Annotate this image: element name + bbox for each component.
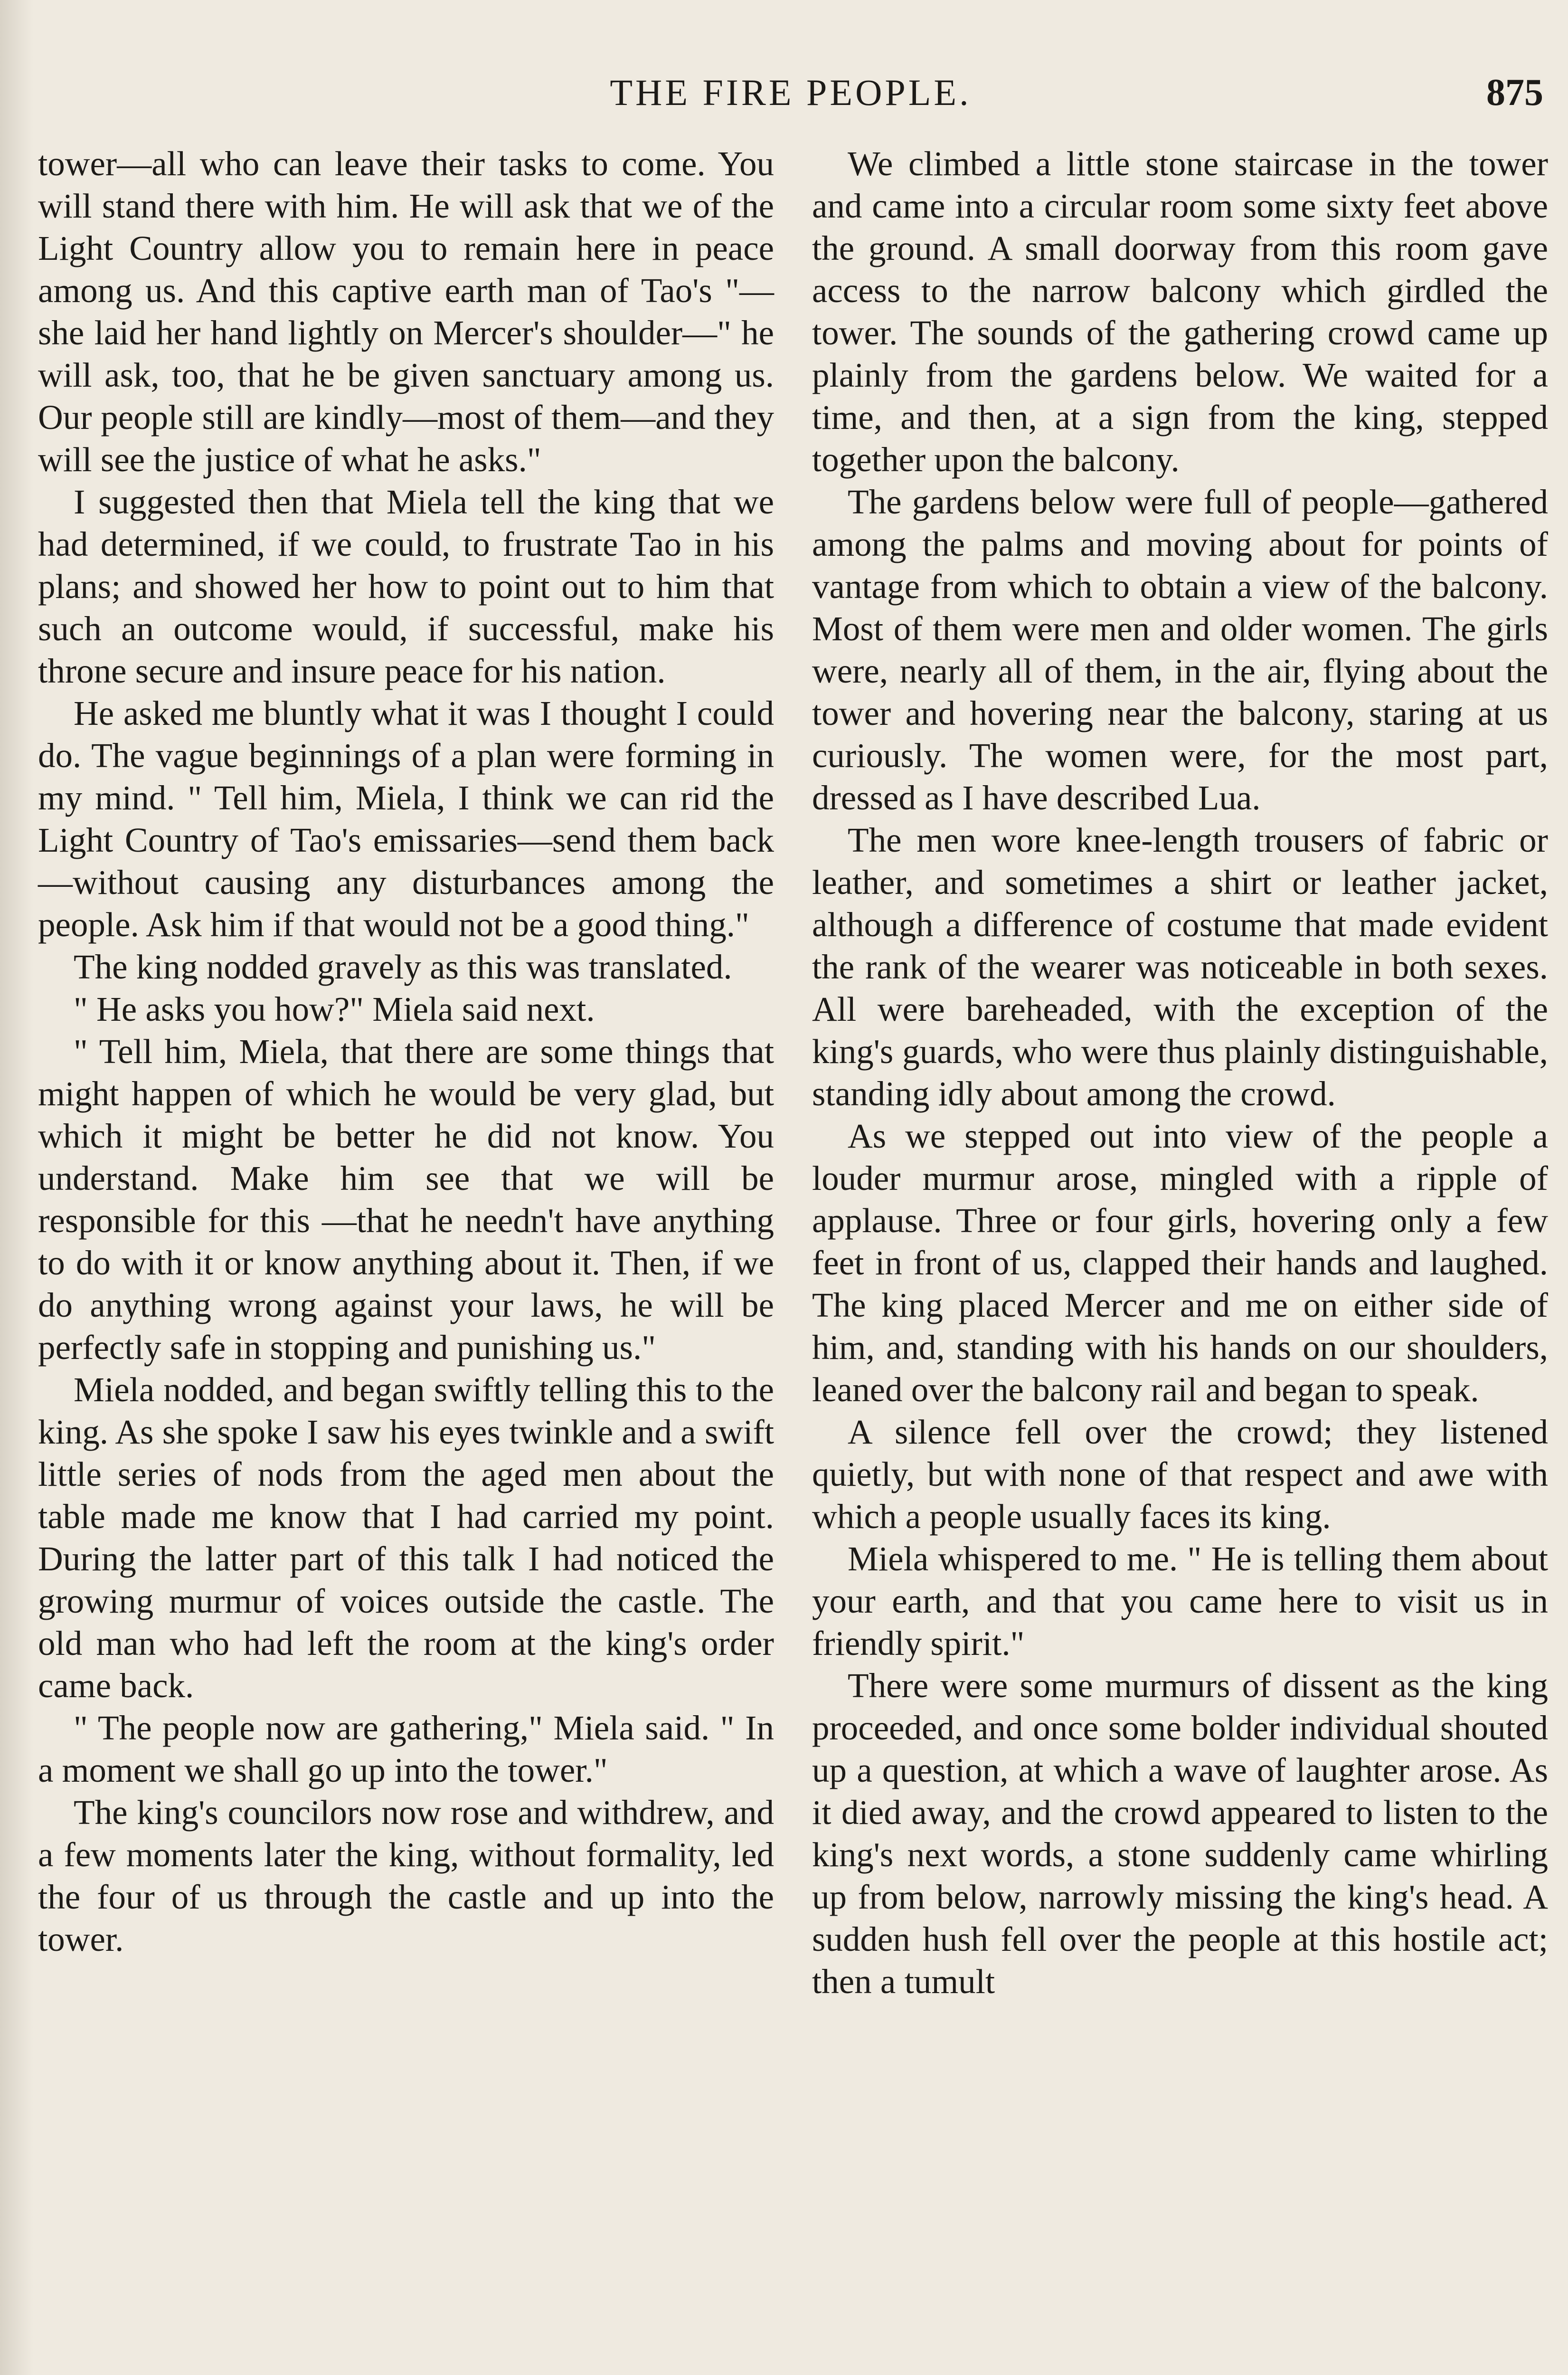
paragraph: tower—all who can leave their tasks to come. You will stand there with him. He will ask that we of the Light Country allow you to remain here in peace among us. And this captive earth man of Tao's "—she laid her hand lightly on Mercer's shoulder—" he will ask, too, that he be given sanctuary among us. Our people still are kindly—most of them—and they will see the justice of what he asks." bbox=[38, 144, 774, 479]
paragraph: He asked me bluntly what it was I thought I could do. The vague beginnings of a plan were forming in my mind. " Tell him, Miela, I think we can rid the Light Country of Tao's emissaries—send them back—without causing any disturbances among the people. Ask him if that would not be a good thing." bbox=[38, 694, 774, 944]
paragraph: A silence fell over the crowd; they listened quietly, but with none of that respect and awe with which a people usually faces its king. bbox=[812, 1413, 1548, 1536]
gutter-shadow bbox=[0, 0, 33, 2375]
paragraph: I suggested then that Miela tell the king that we had determined, if we could, to frustrate Tao in his plans; and showed her how to point out to him that such an outcome would, if successful, make his throne secure and insure peace for his nation. bbox=[38, 483, 774, 690]
paragraph: There were some murmurs of dissent as the king proceeded, and once some bolder individual shouted up a question, at which a wave of laughter arose. As it died away, and the crowd appeared to listen to the king's next words, a stone suddenly came whirling up from below, narrowly missing the king's head. A sudden hush fell over the people at this hostile act; then a tumult bbox=[812, 1666, 1548, 2001]
paragraph: The king's councilors now rose and withdrew, and a few moments later the king, without formality, led the four of us through the castle and up into the tower. bbox=[38, 1793, 774, 1958]
paragraph: The king nodded gravely as this was translated. bbox=[74, 948, 732, 986]
paragraph: " The people now are gathering," Miela said. " In a moment we shall go up into the tower." bbox=[38, 1709, 774, 1789]
paragraph: The men wore knee-length trousers of fabric or leather, and sometimes a shirt or leather jacket, although a difference of costume that made evident the rank of the wearer was noticeable in both sexes. All were bareheaded, with the exception of the king's guards, who were thus plainly distinguishable, standing idly about among the crowd. bbox=[812, 821, 1548, 1113]
paragraph: We climbed a little stone staircase in the tower and came into a circular room some sixty feet above the ground. A small doorway from this room gave access to the narrow balcony which girdled the tower. The sounds of the gathering crowd came up plainly from the gardens below. We waited for a time, and then, at a sign from the king, stepped together upon the balcony. bbox=[812, 144, 1548, 479]
page-header bbox=[38, 57, 1543, 124]
paragraph: " He asks you how?" Miela said next. bbox=[74, 990, 595, 1028]
paragraph: " Tell him, Miela, that there are some things that might happen of which he would be very glad, but which it might be better he did not know. You understand. Make him see that we will be responsible for this —that he needn't have anything to do with it or know anything about it. Then, if we do anything wrong against your laws, he will be perfectly safe in stopping and punishing us." bbox=[38, 1032, 774, 1367]
right-column bbox=[812, 142, 1548, 2003]
page-number: 875 bbox=[1486, 72, 1543, 114]
paragraph: Miela whispered to me. " He is telling them about your earth, and that you came here to visit us in friendly spirit." bbox=[812, 1539, 1548, 1662]
paragraph: Miela nodded, and began swiftly telling this to the king. As she spoke I saw his eyes twinkle and a swift little series of nods from the aged men about the table made me know that I had carried my point. During the latter part of this talk I had noticed the growing murmur of voices outside the castle. The old man who had left the room at the king's order came back. bbox=[38, 1370, 774, 1705]
text-columns bbox=[38, 142, 1548, 2375]
paragraph: As we stepped out into view of the people a louder murmur arose, mingled with a ripple of applause. Three or four girls, hovering only a few feet in front of us, clapped their hands and laughed. The king placed Mercer and me on either side of him, and, standing with his hands on our shoulders, leaned over the balcony rail and began to speak. bbox=[812, 1117, 1548, 1409]
left-column bbox=[38, 142, 774, 1960]
paragraph: The gardens below were full of people—gathered among the palms and moving about for points of vantage from which to obtain a view of the balcony. Most of them were men and older women. The girls were, nearly all of them, in the air, flying about the tower and hovering near the balcony, staring at us curiously. The women were, for the most part, dressed as I have described Lua. bbox=[812, 483, 1548, 817]
running-head: THE FIRE PEOPLE. bbox=[610, 72, 972, 113]
